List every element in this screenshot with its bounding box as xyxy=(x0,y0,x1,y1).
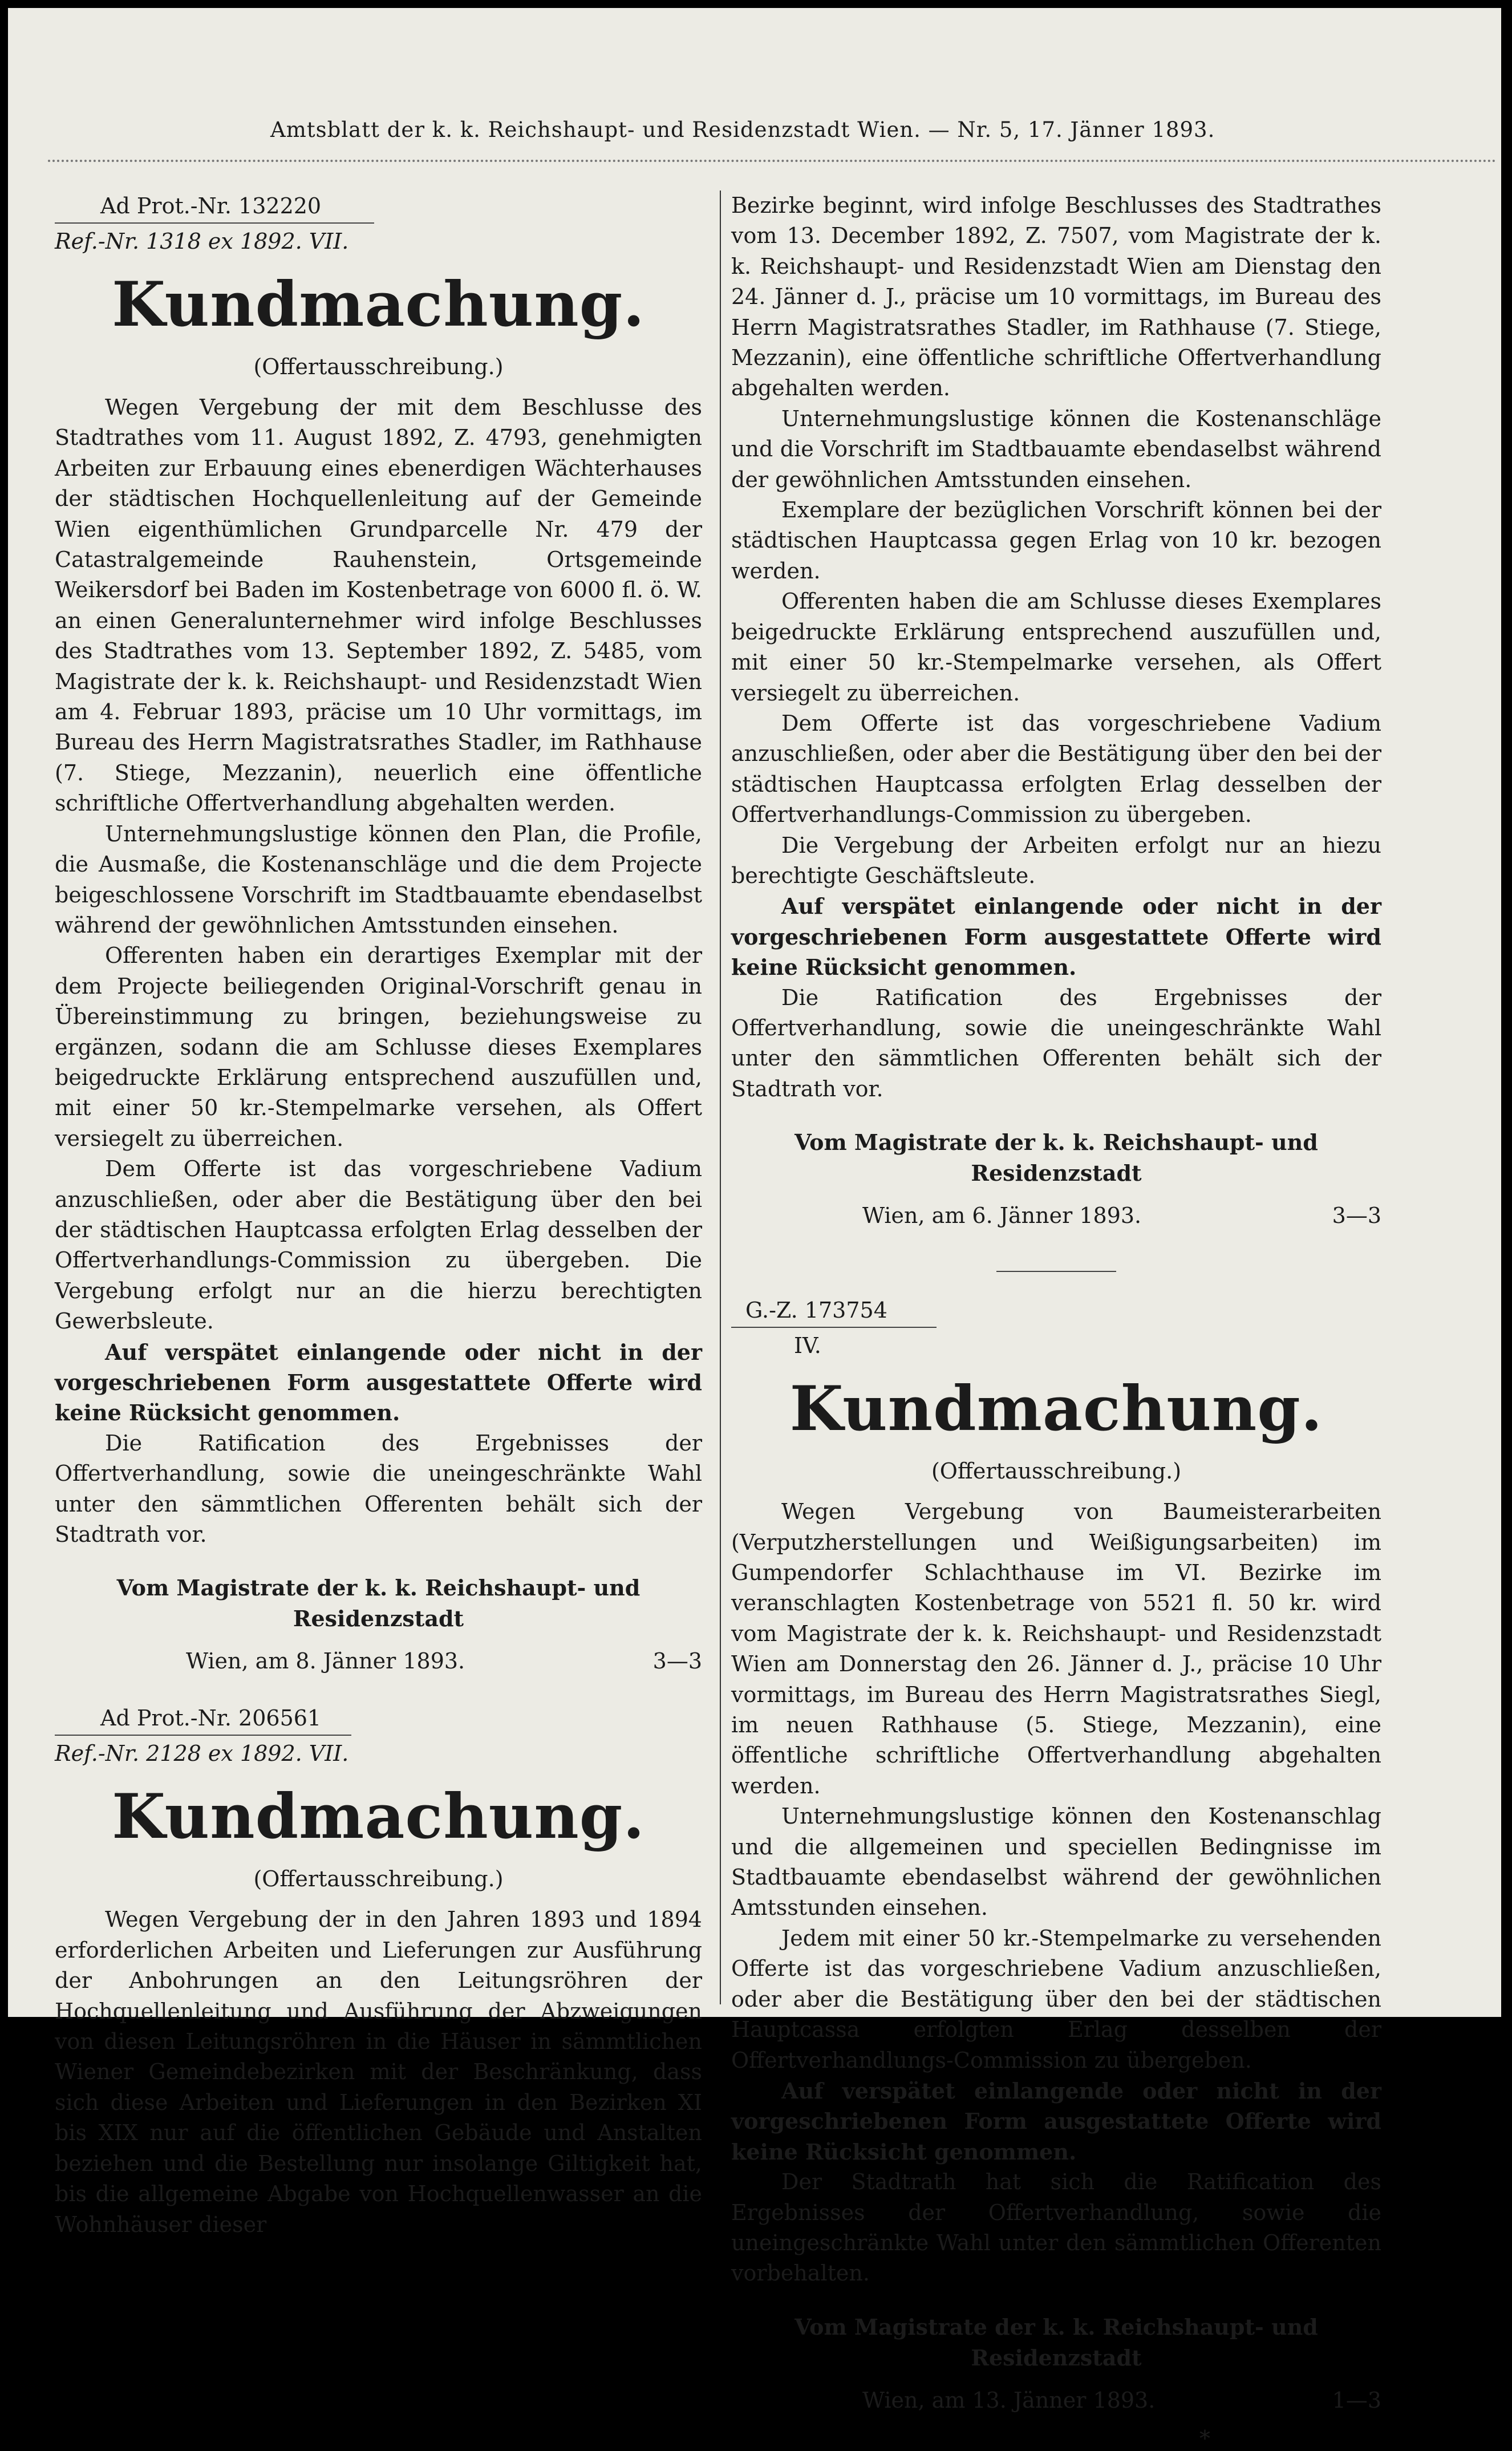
notice-1 xyxy=(55,191,702,1680)
notice-1-paragraph: Die Ratification des Ergebnisses der Offertverhandlung, sowie die uneingeschränkte Wahl unter den sämmtlichen Offerenten behält sich der Stadtrath vor. xyxy=(55,1430,702,1547)
notice-3-paragraph: Jedem mit einer 50 kr.-Stempelmarke zu versehenden Offerte ist das vorgeschriebene Vadium anzuschließen, oder aber die Bestätigung über den bei der städtischen Hauptcassa erfolgten Erlag desselben der Offertverhandlungs-Commission zu übergeben. xyxy=(731,1925,1381,2073)
notice-3 xyxy=(731,1295,1381,2451)
notice-1-paragraph: Unternehmungslustige können den Plan, die Profile, die Ausmaße, die Kostenanschläge und die dem Projecte beigeschlossene Vorschrift im Stadtbauamte ebendaselbst während der gewöhnlichen Amtsstunden einsehen. xyxy=(55,821,702,938)
notice-1-code: 3—3 xyxy=(652,1648,702,1674)
notice-1-warning: Auf verspätet einlangende oder nicht in der vorgeschriebenen Form ausgestattete Offerte wird keine Rücksicht genommen. xyxy=(55,1339,702,1426)
notice-3-title: Kundmachung. xyxy=(789,1373,1323,1445)
newspaper-page xyxy=(8,8,1501,2451)
notice-2-code: 3—3 xyxy=(1332,1203,1381,1229)
notice-1-dateline xyxy=(55,1646,702,1680)
notice-2-continued xyxy=(731,191,1381,1234)
notice-3-paragraph: Wegen Vergebung von Baumeisterarbeiten (Verputzherstellungen und Weißigungsarbeiten) im Gumpendorfer Schlachthause im VI. Bezirke im veranschlagten Kostenbetrage von 5521 fl. 50 kr. wird vom Magistrate der k. k. Reichshaupt- und Residenzstadt Wien am Donnerstag den 26. Jänner d. J., präcise 10 Uhr vormittags, im Bureau des Herrn Magistratsrathes Siegl, im neuen Rathhause (5. Stiege, Mezzanin), eine öffentliche schriftliche Offertverhandlung abgehalten werden. xyxy=(731,1499,1381,1798)
notice-1-signature: Vom Magistrate der k. k. Reichshaupt- und Residenzstadt xyxy=(116,1575,641,1632)
footnote-mark: * xyxy=(1199,2425,1210,2451)
notice-2 xyxy=(55,1703,702,2239)
notice-1-subtitle: (Offertausschreibung.) xyxy=(253,354,504,379)
notice-2-paragraph: Offerenten haben die am Schlusse dieses Exemplares beigedruckte Erklärung entsprechend auszufüllen und, mit einer 50 kr.-Stempelmarke versehen, als Offert versiegelt zu überreichen. xyxy=(731,589,1381,706)
notice-1-paragraph: Offerenten haben ein derartiges Exemplar mit der dem Projecte beiliegenden Original-Vorschrift genau in Übereinstimmung zu bringen, beziehungsweise zu ergänzen, sodann die am Schlusse dieses Exemplares beigedruckte Erklärung entsprechend auszufüllen und, mit einer 50 kr.-Stempelmarke versehen, als Offert versiegelt zu überreichen. xyxy=(55,943,702,1151)
notice-2-paragraph: Unternehmungslustige können die Kostenanschläge und die Vorschrift im Stadtbauamte ebendaselbst während der gewöhnlichen Amtsstunden einsehen. xyxy=(731,406,1381,492)
notice-1-paragraph: Wegen Vergebung der mit dem Beschlusse des Stadtrathes vom 11. August 1892, Z. 4793, genehmigten Arbeiten zur Erbauung eines ebenerdigen Wächterhauses der städtischen Hochquellenleitung auf der Gemeinde Wien eigenthümlichen Grundparcelle Nr. 479 der Catastralgemeinde Rauhenstein, Ortsgemeinde Weikersdorf bei Baden im Kostenbetrage von 6000 fl. ö. W. an einen Generalunternehmer wird infolge Beschlusses des Stadtrathes vom 13. September 1892, Z. 5485, vom Magistrate der k. k. Reichshaupt- und Residenzstadt Wien am 4. Februar 1893, präcise um 10 Uhr vormittags, im Bureau des Herrn Magistratsrathes Stadler, im Rathhause (7. Stiege, Mezzanin), neuerlich eine öffentliche schriftliche Offertverhandlung abgehalten werden. xyxy=(55,395,702,816)
notice-2-ref-rule xyxy=(55,1735,351,1736)
notice-3-paragraph: Unternehmungslustige können den Kostenanschlag und die allgemeinen und speciellen Bedingnisse im Stadtbauamte ebendaselbst während der gewöhnlichen Amtsstunden einsehen. xyxy=(731,1804,1381,1921)
notice-3-signature: Vom Magistrate der k. k. Reichshaupt- und Residenzstadt xyxy=(794,2314,1318,2371)
notice-2-ref1: Ad Prot.-Nr. 206561 xyxy=(100,1705,322,1731)
notice-3-date: Wien, am 13. Jänner 1893. xyxy=(862,2387,1156,2413)
notice-3-warning: Auf verspätet einlangende oder nicht in der vorgeschriebenen Form ausgestattete Offerte wird keine Rücksicht genommen. xyxy=(731,2077,1381,2165)
notice-1-paragraph: Dem Offerte ist das vorgeschriebene Vadium anzuschließen, oder aber die Bestätigung über den bei der städtischen Hauptcassa erfolgten Erlag desselben der Offertverhandlungs-Commission zu übergeben. Die Vergebung erfolgt nur an die hierzu berechtigten Gewerbsleute. xyxy=(55,1156,702,1334)
notice-1-ref-rule xyxy=(55,222,374,224)
notice-2-warning: Auf verspätet einlangende oder nicht in der vorgeschriebenen Form ausgestattete Offerte wird keine Rücksicht genommen. xyxy=(731,893,1381,981)
notice-2-signature: Vom Magistrate der k. k. Reichshaupt- und Residenzstadt xyxy=(794,1129,1318,1186)
notice-2-dateline xyxy=(731,1200,1381,1234)
left-column xyxy=(55,191,702,2240)
notice-2-paragraph: Wegen Vergebung der in den Jahren 1893 und 1894 erforderlichen Arbeiten und Lieferungen zur Ausführung der Anbohrungen an den Leitungsröhren der Hochquellenleitung und Ausführung der Abzweigungen von diesen Leitungsröhren in die Häuser in sämmtlichen Wiener Gemeindebezirken mit der Beschränkung, dass sich diese Arbeiten und Lieferungen in den Bezirken XI bis XIX nur auf die öffentlichen Gebäude und Anstalten beziehen und die Bestellung nur insolange Giltigkeit hat, bis die allgemeine Abgabe von Hochquellenwasser an die Wohnhäuser dieser xyxy=(55,1907,702,2237)
notice-2-paragraph: Bezirke beginnt, wird infolge Beschlusses des Stadtrathes vom 13. December 1892, Z. 7507, vom Magistrate der k. k. Reichshaupt- und Residenzstadt Wien am Dienstag den 24. Jänner d. J., präcise um 10 vormittags, im Bureau des Herrn Magistratsrathes Stadler, im Rathhause (7. Stiege, Mezzanin), eine öffentliche schriftliche Offertverhandlung abgehalten werden. xyxy=(731,193,1381,401)
right-column xyxy=(731,191,1381,2451)
column-divider xyxy=(720,191,721,2004)
section-separator xyxy=(996,1271,1116,1272)
notice-2-title: Kundmachung. xyxy=(112,1781,645,1853)
header-rule xyxy=(48,160,1497,162)
notice-2-paragraph: Die Ratification des Ergebnisses der Offertverhandlung, sowie die uneingeschränkte Wahl unter den sämmtlichen Offerenten behält sich der Stadtrath vor. xyxy=(731,985,1381,1101)
notice-2-subtitle: (Offertausschreibung.) xyxy=(253,1866,504,1892)
notice-2-paragraph: Exemplare der bezüglichen Vorschrift können bei der städtischen Hauptcassa gegen Erlag von 10 kr. bezogen werden. xyxy=(731,497,1381,584)
notice-3-dateline xyxy=(731,2385,1381,2419)
notice-1-ref2: Ref.-Nr. 1318 ex 1892. VII. xyxy=(55,229,349,254)
notice-2-paragraph: Dem Offerte ist das vorgeschriebene Vadium anzuschließen, oder aber die Bestätigung über den bei der städtischen Hauptcassa erfolgten Erlag desselben der Offertverhandlungs-Commission zu übergeben. xyxy=(731,710,1381,828)
notice-2-date: Wien, am 6. Jänner 1893. xyxy=(862,1203,1142,1229)
running-head: Amtsblatt der k. k. Reichshaupt- und Residenzstadt Wien. — Nr. 5, 17. Jänner 1893. xyxy=(270,118,1215,142)
notice-3-subtitle: (Offertausschreibung.) xyxy=(931,1459,1182,1484)
notice-3-ref2: IV. xyxy=(794,1333,821,1359)
notice-1-date: Wien, am 8. Jänner 1893. xyxy=(186,1648,465,1674)
notice-1-ref1: Ad Prot.-Nr. 132220 xyxy=(100,193,322,218)
notice-3-ref-rule xyxy=(731,1327,937,1328)
notice-3-code: 1—3 xyxy=(1332,2387,1381,2413)
notice-2-paragraph: Die Vergebung der Arbeiten erfolgt nur an hiezu berechtigte Geschäftsleute. xyxy=(731,832,1381,888)
notice-1-title: Kundmachung. xyxy=(112,269,645,341)
notice-3-paragraph: Der Stadtrath hat sich die Ratification des Ergebnisses der Offertverhandlung, sowie die uneingeschränkte Wahl unter den sämmtlichen Offerenten vorbehalten. xyxy=(731,2169,1381,2286)
notice-3-ref1: G.-Z. 173754 xyxy=(745,1298,887,1323)
notice-2-ref2: Ref.-Nr. 2128 ex 1892. VII. xyxy=(55,1741,349,1767)
